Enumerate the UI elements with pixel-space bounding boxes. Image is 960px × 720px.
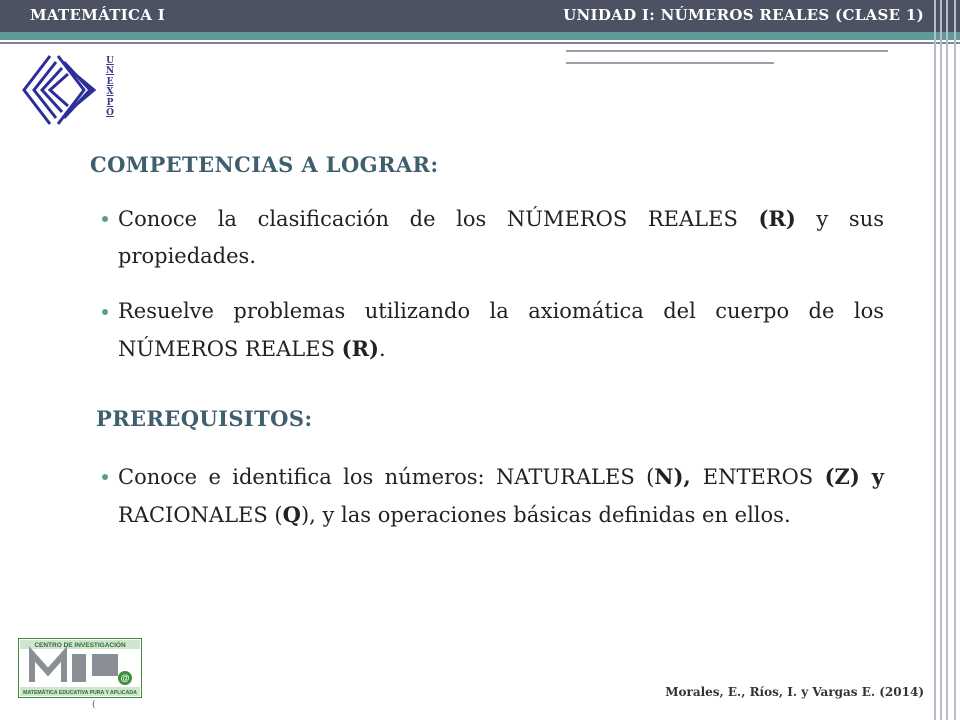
logo-letter: X xyxy=(106,87,114,98)
bullet-icon xyxy=(102,474,108,480)
mep-logo xyxy=(18,638,142,698)
prerequisitos-heading: PREREQUISITOS: xyxy=(96,406,313,431)
course-title: MATEMÁTICA I xyxy=(30,6,166,24)
mep-at-glyph: @ xyxy=(120,673,130,683)
right-decorative-lines xyxy=(932,0,960,720)
decorative-line xyxy=(566,62,774,64)
unexpo-logo xyxy=(20,52,98,128)
list-item xyxy=(102,458,884,534)
unit-title: UNIDAD I: NÚMEROS REALES (CLASE 1) xyxy=(563,6,924,24)
slide-header xyxy=(0,0,960,32)
logo-letter: O xyxy=(106,108,114,119)
logo-letter: E xyxy=(106,76,114,87)
bullet-icon xyxy=(102,309,108,315)
footer-credit: Morales, E., Ríos, I. y Vargas E. (2014) xyxy=(665,685,924,699)
list-item-text: Conoce e identifica los números: NATURALES (N), ENTEROS (Z) y RACIONALES (Q), y las operaciones básicas definidas en ellos. xyxy=(118,464,884,527)
header-accent-bar xyxy=(0,32,960,40)
list-item-text: Resuelve problemas utilizando la axiomática del cuerpo de los NÚMEROS REALES (R). xyxy=(118,299,884,361)
logo-letter: N xyxy=(105,66,115,77)
bullet-icon xyxy=(102,216,108,222)
header-divider xyxy=(0,42,960,44)
list-item xyxy=(102,293,884,368)
unexpo-wordmark xyxy=(104,56,116,118)
competencias-list xyxy=(102,200,884,368)
list-item-text: Conoce la clasificación de los NÚMEROS REALES (R) y sus propiedades. xyxy=(118,206,885,268)
list-item xyxy=(102,200,884,275)
decorative-line xyxy=(566,50,888,52)
mep-bottom-text: MATEMÁTICA EDUCATIVA PURA Y APLICADA xyxy=(23,690,137,696)
logo-letter: P xyxy=(106,97,114,108)
logo-letter: U xyxy=(106,56,114,66)
competencias-heading: COMPETENCIAS A LOGRAR: xyxy=(90,152,439,177)
mep-top-text: CENTRO DE INVESTIGACIÓN xyxy=(34,642,126,649)
footer-caret: ( xyxy=(92,700,96,710)
prerequisitos-list xyxy=(102,458,884,534)
